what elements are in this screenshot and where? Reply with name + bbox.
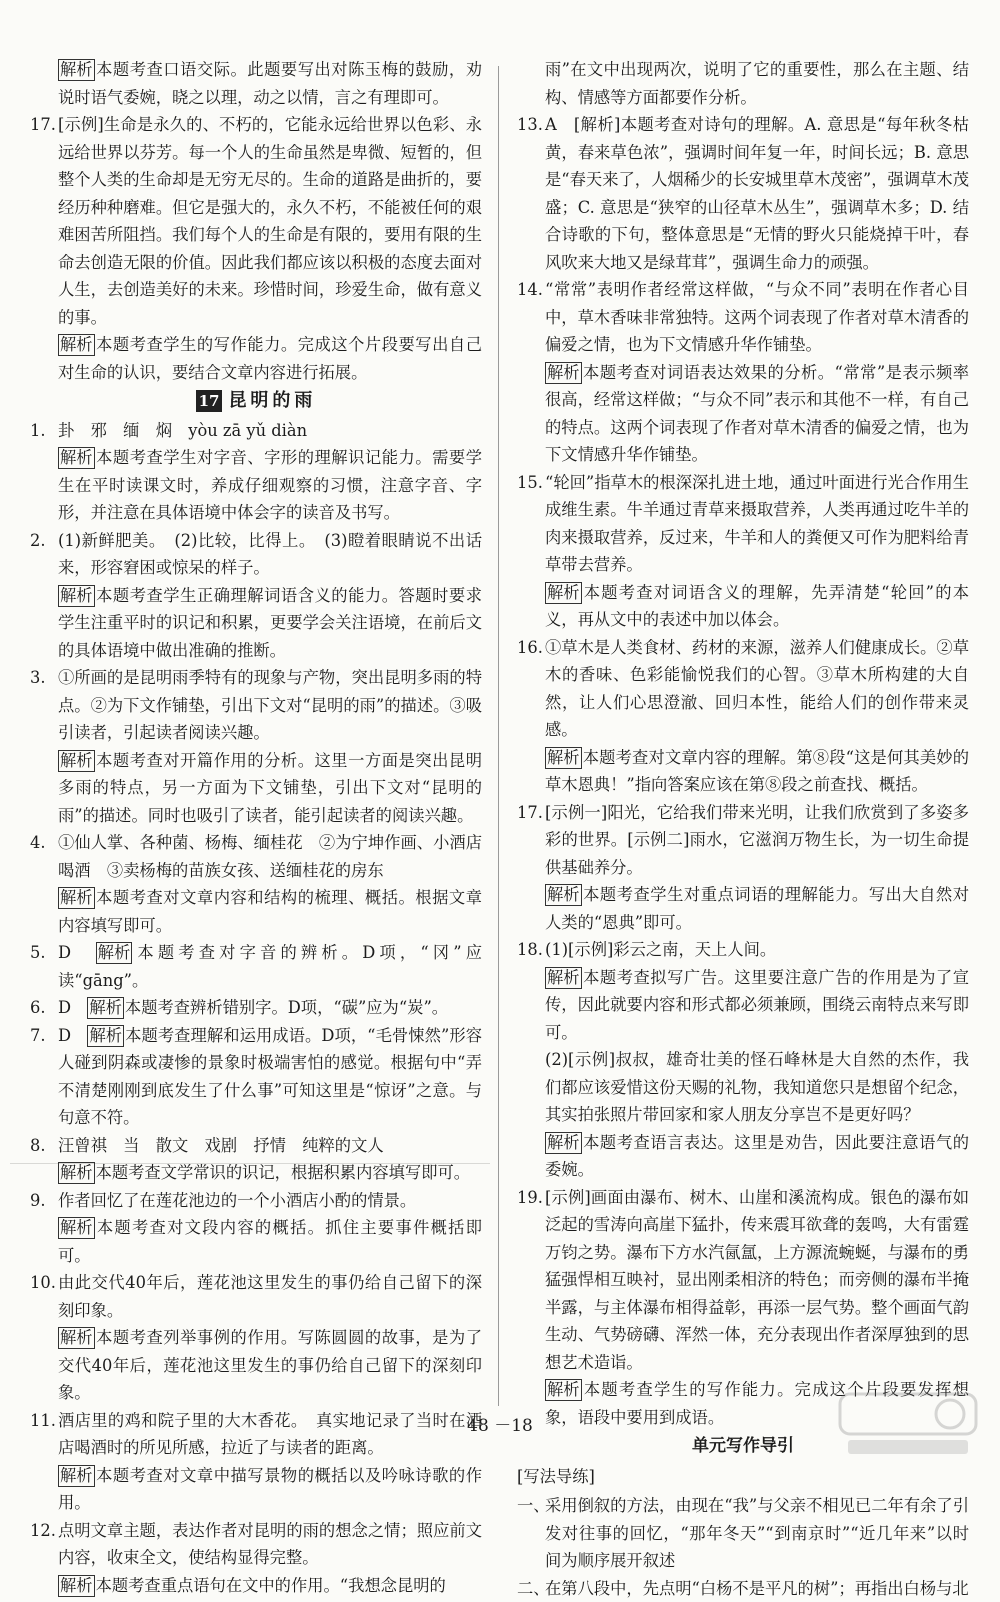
paragraph-text: 本题考查对词语表达效果的分析。“常常”是表示频率很高，经常这样做；“与众不同”表示和其他不一样，有自己的特点。这两个词表现了作者对草木清香的偏爱之情，也为下文情感升华作铺垫。 [545, 363, 969, 465]
analysis-paragraph [30, 1324, 482, 1407]
paragraph-text: 本题考查辨析错别字。D项，“碳”应为“炭”。 [125, 998, 448, 1017]
analysis-tag: 解析 [87, 1025, 124, 1047]
answer-item [517, 1492, 969, 1575]
item-number: 4. [30, 829, 46, 857]
paragraph-text: 卦 邪 缅 焖 yòu zā yǔ diàn [58, 421, 307, 440]
answer-item [30, 1022, 482, 1132]
item-number: 5. [30, 939, 46, 967]
analysis-paragraph [30, 1159, 482, 1187]
analysis-paragraph [517, 1129, 969, 1184]
answer-item [517, 1575, 969, 1602]
item-number: 二、 [517, 1575, 550, 1602]
paragraph-text: [示例]生命是永久的、不朽的，它能永远给世界以色彩、永远给世界以芬芳。每一个人的生命虽然是卑微、短暂的，但整个人类的生命却是无穷无尽的。生命的道路是曲折的，要经历种种磨难。但它是强大的，永久不朽，不能被任何的艰难困苦所阻挡。我们每个人的生命是有限的，要用有限的生命去创造无限的价值。因此我们都应该以积极的态度去面对人生，去创造美好的未来。珍惜时间，珍爱生命，做有意义的事。 [58, 115, 482, 327]
answer-choice: D [58, 943, 96, 962]
answer-item [30, 939, 482, 994]
item-number: 一、 [517, 1492, 550, 1520]
paragraph-text: 本题考查列举事例的作用。写陈圆圆的故事，是为了交代40年后，莲花池这里发生的事仍给自己留下的深刻印象。 [58, 1328, 482, 1402]
analysis-tag: 解析 [545, 884, 582, 906]
item-number: 17. [517, 799, 543, 827]
analysis-paragraph [30, 1462, 482, 1517]
answer-choice: D [58, 1026, 87, 1045]
paragraph-text: 本题考查对开篇作用的分析。这里一方面是突出昆明多雨的特点，另一方面为下文铺垫，引出下文对“昆明的雨”的描述。同时也吸引了读者，能引起读者的阅读兴趣。 [58, 751, 482, 825]
answer-item [30, 829, 482, 884]
analysis-paragraph [30, 1214, 482, 1269]
analysis-paragraph [517, 579, 969, 634]
item-number: 3. [30, 664, 46, 692]
paragraph-text: (1)[示例]彩云之南，天上人间。 [545, 940, 776, 959]
page-number: 48 －18 [0, 1411, 1000, 1436]
answer-item [517, 111, 969, 276]
analysis-paragraph [517, 881, 969, 936]
answer-item [517, 634, 969, 744]
answer-item [30, 1517, 482, 1572]
analysis-tag: 解析 [545, 1132, 582, 1154]
paragraph-text: 本题考查拟写广告。这里要注意广告的作用是为了宣传，因此就要内容和形式都必须兼顾，围绕云南特点来写即可。 [545, 968, 969, 1042]
analysis-paragraph [30, 56, 482, 111]
lesson-title [30, 387, 482, 415]
left-column [30, 56, 482, 1599]
analysis-paragraph [30, 331, 482, 386]
item-number: 8. [30, 1132, 46, 1160]
analysis-tag: 解析 [545, 1379, 582, 1401]
analysis-paragraph [517, 56, 969, 111]
analysis-paragraph [30, 747, 482, 830]
lesson-number-badge: 17 [196, 390, 223, 412]
item-number: 2. [30, 527, 46, 555]
paragraph-text: 作者回忆了在莲花池边的一个小酒店小酌的情景。 [58, 1191, 416, 1210]
analysis-tag: 解析 [96, 942, 133, 964]
analysis-tag: 解析 [87, 997, 124, 1019]
paragraph-text: [示例]画面由瀑布、树木、山崖和溪流构成。银色的瀑布如泛起的雪涛向高崖下猛扑，传来震耳欲聋的轰鸣，大有雷霆万钧之势。瀑布下方水汽氤氲，上方源流蜿蜒，与瀑布的勇猛强悍相互映衬，显出刚柔相济的特色；而旁侧的瀑布半掩半露，与主体瀑布相得益彰，再添一层气势。整个画面气韵生动、气势磅礴、浑然一体，充分表现出作者深厚独到的思想艺术造诣。 [545, 1188, 969, 1372]
section-title-text: 单元写作导引 [692, 1436, 794, 1456]
paragraph-text: 点明文章主题，表达作者对昆明的雨的想念之情；照应前文内容，收束全文，使结构显得完整。 [58, 1521, 482, 1568]
paragraph-text: 由此交代40年后，莲花池这里发生的事仍给自己留下的深刻印象。 [58, 1273, 482, 1320]
answer-item [30, 1132, 482, 1160]
item-number: 11. [30, 1407, 56, 1435]
item-number: 14. [517, 276, 543, 304]
paragraph-text: “常常”表明作者经常这样做，“与众不同”表明在作者心目中，草木香味非常独特。这两个词表现了作者对草木清香的偏爱之情，也为下文情感升华作铺垫。 [545, 280, 969, 354]
item-number: 19. [517, 1184, 543, 1212]
analysis-tag: 解析 [545, 362, 582, 384]
answer-item [30, 1187, 482, 1215]
analysis-tag: 解析 [58, 59, 95, 81]
paragraph-text: 本题考查对文章内容的理解。第⑧段“这是何其美妙的草木恩典！”指向答案应该在第⑧段之前查找、概括。 [545, 748, 969, 795]
analysis-paragraph [517, 359, 969, 469]
paragraph-text: 本题考查口语交际。此题要写出对陈玉梅的鼓励，劝说时语气委婉，晓之以理，动之以情，言之有理即可。 [58, 60, 482, 107]
column-divider [498, 66, 499, 1406]
answer-item [30, 664, 482, 747]
answer-item [517, 1184, 969, 1377]
paragraph-text: 酒店里的鸡和院子里的大木香花。 真实地记录了当时在酒店喝酒时的所见所感，拉近了与读者的距离。 [58, 1411, 482, 1458]
paragraph-text: 本题考查重点语句在文中的作用。“我想念昆明的 [96, 1576, 446, 1595]
answer-item [30, 417, 482, 445]
analysis-tag: 解析 [58, 1217, 95, 1239]
analysis-tag: 解析 [58, 1465, 95, 1487]
paragraph-text: 本题考查学生对重点词语的理解能力。写出大自然对人类的“恩典”即可。 [545, 885, 969, 932]
answer-item [30, 994, 482, 1022]
analysis-paragraph [30, 884, 482, 939]
item-number: 7. [30, 1022, 46, 1050]
paragraph-text: 雨”在文中出现两次，说明了它的重要性，那么在主题、结构、情感等方面都要作分析。 [545, 60, 969, 107]
item-number: 6. [30, 994, 46, 1022]
paragraph-text: ①仙人掌、各种菌、杨梅、缅桂花 ②为宁坤作画、小酒店喝酒 ③卖杨梅的苗族女孩、送缅桂花的房东 [58, 833, 482, 880]
paragraph-text: 本题考查文学常识的识记，根据积累内容填写即可。 [96, 1163, 470, 1182]
answer-choice: D [58, 998, 87, 1017]
analysis-tag: 解析 [545, 747, 582, 769]
answer-item [517, 936, 969, 964]
item-number: 1. [30, 417, 46, 445]
paragraph-text: A [解析]本题考查对诗句的理解。A. 意思是“每年秋冬枯黄，春来草色浓”，强调时间年复一年，时间长远；B. 意思是“春天来了，人烟稀少的长安城里草木茂密”，强调草木茂盛；C. 意思是“狭窄的山径草木丛生”，强调草木多；D. 结合诗歌的下句，整体意思是“无情的野火只能烧掉干叶，春风吹来大地又是绿茸茸”，强调生命力的顽强。 [545, 115, 969, 272]
answer-item [30, 527, 482, 582]
paragraph-text: [示例一]阳光，它给我们带来光明，让我们欣赏到了多姿多彩的世界。[示例二]雨水，它滋润万物生长，为一切生命提供基础养分。 [545, 803, 969, 877]
paragraph-text: 本题考查对文章内容和结构的梳理、概括。根据文章内容填写即可。 [58, 888, 482, 935]
paragraph-text: “轮回”指草木的根深深扎进土地，通过叶面进行光合作用生成维生素。牛羊通过青草来摄取营养，人类再通过吃牛羊的肉来摄取营养，反过来，牛羊和人的粪便又可作为肥料给青草带去营养。 [545, 473, 969, 575]
analysis-tag: 解析 [58, 1327, 95, 1349]
paragraph-text: 本题考查学生的写作能力。完成这个片段要发挥想象，语段中要用到成语。 [545, 1380, 969, 1427]
paragraph-text: (2)[示例]叔叔，雄奇壮美的怪石峰林是大自然的杰作，我们都应该爱惜这份天赐的礼物，我知道您只是想留个纪念，其实拍张照片带回家和家人朋友分享岂不是更好吗？ [545, 1050, 969, 1124]
item-number: 9. [30, 1187, 46, 1215]
item-number: 13. [517, 111, 543, 139]
item-number: 16. [517, 634, 543, 662]
analysis-tag: 解析 [58, 585, 95, 607]
paragraph-text: 本题考查语言表达。这里是劝告，因此要注意语气的委婉。 [545, 1133, 969, 1180]
paragraph-text: 本题考查理解和运用成语。D项，“毛骨悚然”形容人碰到阴森或凄惨的景象时极端害怕的感觉。根据句中“弄不清楚刚刚到底发生了什么事”可知这里是“惊讶”之意。与句意不符。 [58, 1026, 482, 1128]
paragraph-text: ①草木是人类食材、药材的来源，滋养人们健康成长。②草木的香味、色彩能愉悦我们的心智。③草木所构建的大自然，让人们心思澄澈、回归本性，能给人们的创作带来灵感。 [545, 638, 969, 740]
analysis-paragraph [30, 1572, 482, 1600]
answer-item [517, 276, 969, 359]
right-column [517, 56, 969, 1602]
subsection-label-text: [写法导练] [517, 1467, 595, 1486]
paragraph-text: 本题考查对文章中描写景物的概括以及吟咏诗歌的作用。 [58, 1466, 482, 1513]
answer-item [517, 799, 969, 882]
watermark-logo [838, 1390, 978, 1460]
item-number: 10. [30, 1269, 56, 1297]
subsection-label [517, 1463, 969, 1491]
analysis-paragraph [517, 744, 969, 799]
analysis-tag: 解析 [58, 1162, 95, 1184]
analysis-paragraph [517, 964, 969, 1047]
item-number: 12. [30, 1517, 56, 1545]
analysis-paragraph [30, 582, 482, 665]
lesson-title-text: 昆明的雨 [228, 390, 316, 411]
paragraph-text: 汪曾祺 当 散文 戏剧 抒情 纯粹的文人 [58, 1136, 384, 1155]
item-number: 17. [30, 111, 56, 139]
paragraph-text: 本题考查对词语含义的理解，先弄清楚“轮回”的本义，再从文中的表述中加以体会。 [545, 583, 969, 630]
analysis-paragraph [30, 444, 482, 527]
analysis-tag: 解析 [545, 967, 582, 989]
item-number: 18. [517, 936, 543, 964]
paragraph-text: 采用倒叙的方法，由现在“我”与父亲不相见已二年有余了引发对往事的回忆，“那年冬天”“到南京时”“近几年来”以时间为顺序展开叙述 [545, 1496, 969, 1570]
analysis-tag: 解析 [58, 887, 95, 909]
analysis-paragraph [517, 1046, 969, 1129]
paragraph-text: 在第八段中，先点明“白杨不是平凡的树”；再指出白杨与北 [545, 1579, 969, 1598]
paragraph-text: 本题考查学生的写作能力。完成这个片段要写出自己对生命的认识，要结合文章内容进行拓展。 [58, 335, 482, 382]
analysis-tag: 解析 [58, 447, 95, 469]
paragraph-text: (1)新鲜肥美。 (2)比较，比得上。 (3)瞪着眼睛说不出话来，形容窘困或惊呆的样子。 [58, 531, 482, 578]
paragraph-text: 本题考查对文段内容的概括。抓住主要事件概括即可。 [58, 1218, 482, 1265]
item-number: 15. [517, 469, 543, 497]
answer-item [517, 469, 969, 579]
paragraph-text: 本题考查学生对字音、字形的理解识记能力。需要学生在平时读课文时，养成仔细观察的习惯，注意字音、字形，并注意在具体语境中体会字的读音及书写。 [58, 448, 482, 522]
paragraph-text: ①所画的是昆明雨季特有的现象与产物，突出昆明多雨的特点。②为下文作铺垫，引出下文对“昆明的雨”的描述。③吸引读者，引起读者阅读兴趣。 [58, 668, 482, 742]
analysis-tag: 解析 [545, 582, 582, 604]
answer-item [30, 1269, 482, 1324]
paragraph-text: 本题考查对字音的辨析。D项，“冈”应读“gāng”。 [58, 943, 482, 990]
analysis-tag: 解析 [58, 1575, 95, 1597]
paragraph-text: 本题考查学生正确理解词语含义的能力。答题时要求学生注重平时的识记和积累，更要学会关注语境，在前后文的具体语境中做出准确的推断。 [58, 586, 482, 660]
analysis-tag: 解析 [58, 334, 95, 356]
analysis-tag: 解析 [58, 750, 95, 772]
answer-item [30, 111, 482, 331]
